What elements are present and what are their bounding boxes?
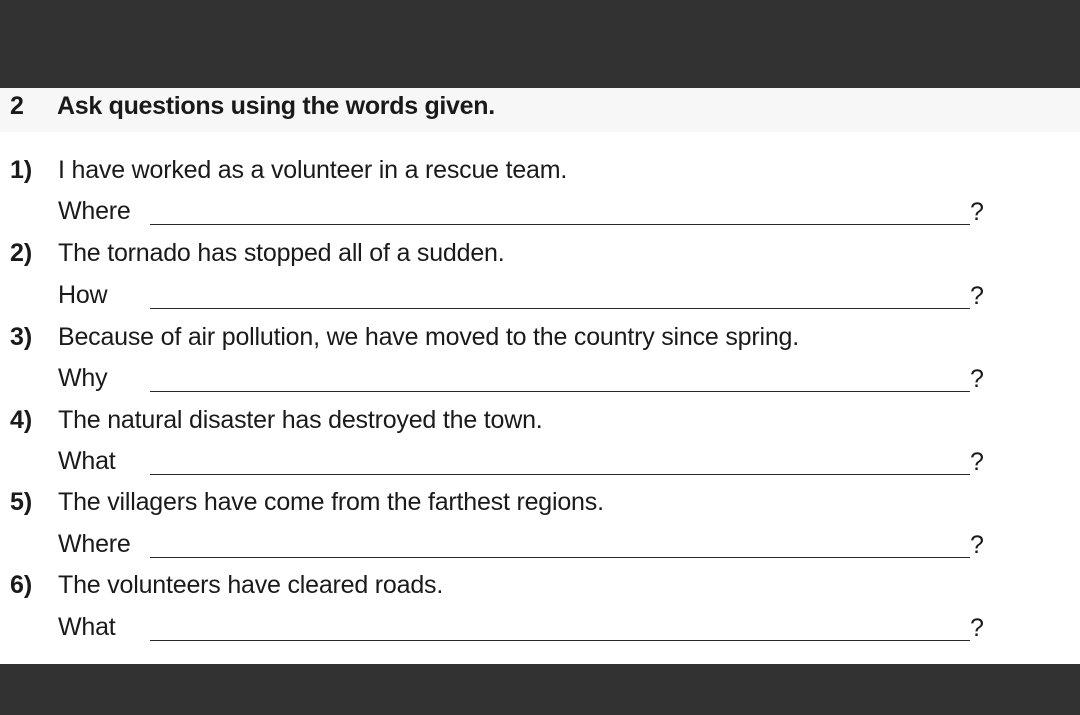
answer-line[interactable] (150, 557, 970, 558)
question-mark: ? (970, 365, 984, 393)
question-prompt-word: What (58, 447, 116, 475)
item-number: 2) (10, 239, 33, 267)
question-prompt-word: Where (58, 530, 131, 558)
item-number: 4) (10, 406, 33, 434)
worksheet-page (0, 88, 1080, 664)
question-prompt-word: Why (58, 364, 108, 392)
question-mark: ? (970, 448, 984, 476)
question-mark: ? (970, 282, 984, 310)
question-prompt-word: Where (58, 197, 131, 225)
question-prompt-word: What (58, 613, 116, 641)
question-mark: ? (970, 531, 984, 559)
item-sentence: The villagers have come from the farthest regions. (58, 488, 604, 516)
answer-line[interactable] (150, 640, 970, 641)
question-mark: ? (970, 198, 984, 226)
item-sentence: Because of air pollution, we have moved to the country since spring. (58, 323, 799, 351)
answer-line[interactable] (150, 474, 970, 475)
answer-line[interactable] (150, 391, 970, 392)
item-number: 5) (10, 488, 33, 516)
item-sentence: I have worked as a volunteer in a rescue team. (58, 156, 568, 184)
question-prompt-word: How (58, 281, 108, 309)
item-sentence: The volunteers have cleared roads. (58, 571, 444, 599)
item-number: 6) (10, 571, 33, 599)
item-sentence: The tornado has stopped all of a sudden. (58, 239, 505, 267)
question-mark: ? (970, 614, 984, 642)
item-number: 1) (10, 156, 33, 184)
answer-line[interactable] (150, 308, 970, 309)
exercise-title: Ask questions using the words given. (57, 92, 495, 120)
exercise-number: 2 (10, 92, 24, 120)
item-number: 3) (10, 323, 33, 351)
answer-line[interactable] (150, 224, 970, 225)
exercise-header (0, 88, 1080, 132)
item-sentence: The natural disaster has destroyed the town. (58, 406, 543, 434)
